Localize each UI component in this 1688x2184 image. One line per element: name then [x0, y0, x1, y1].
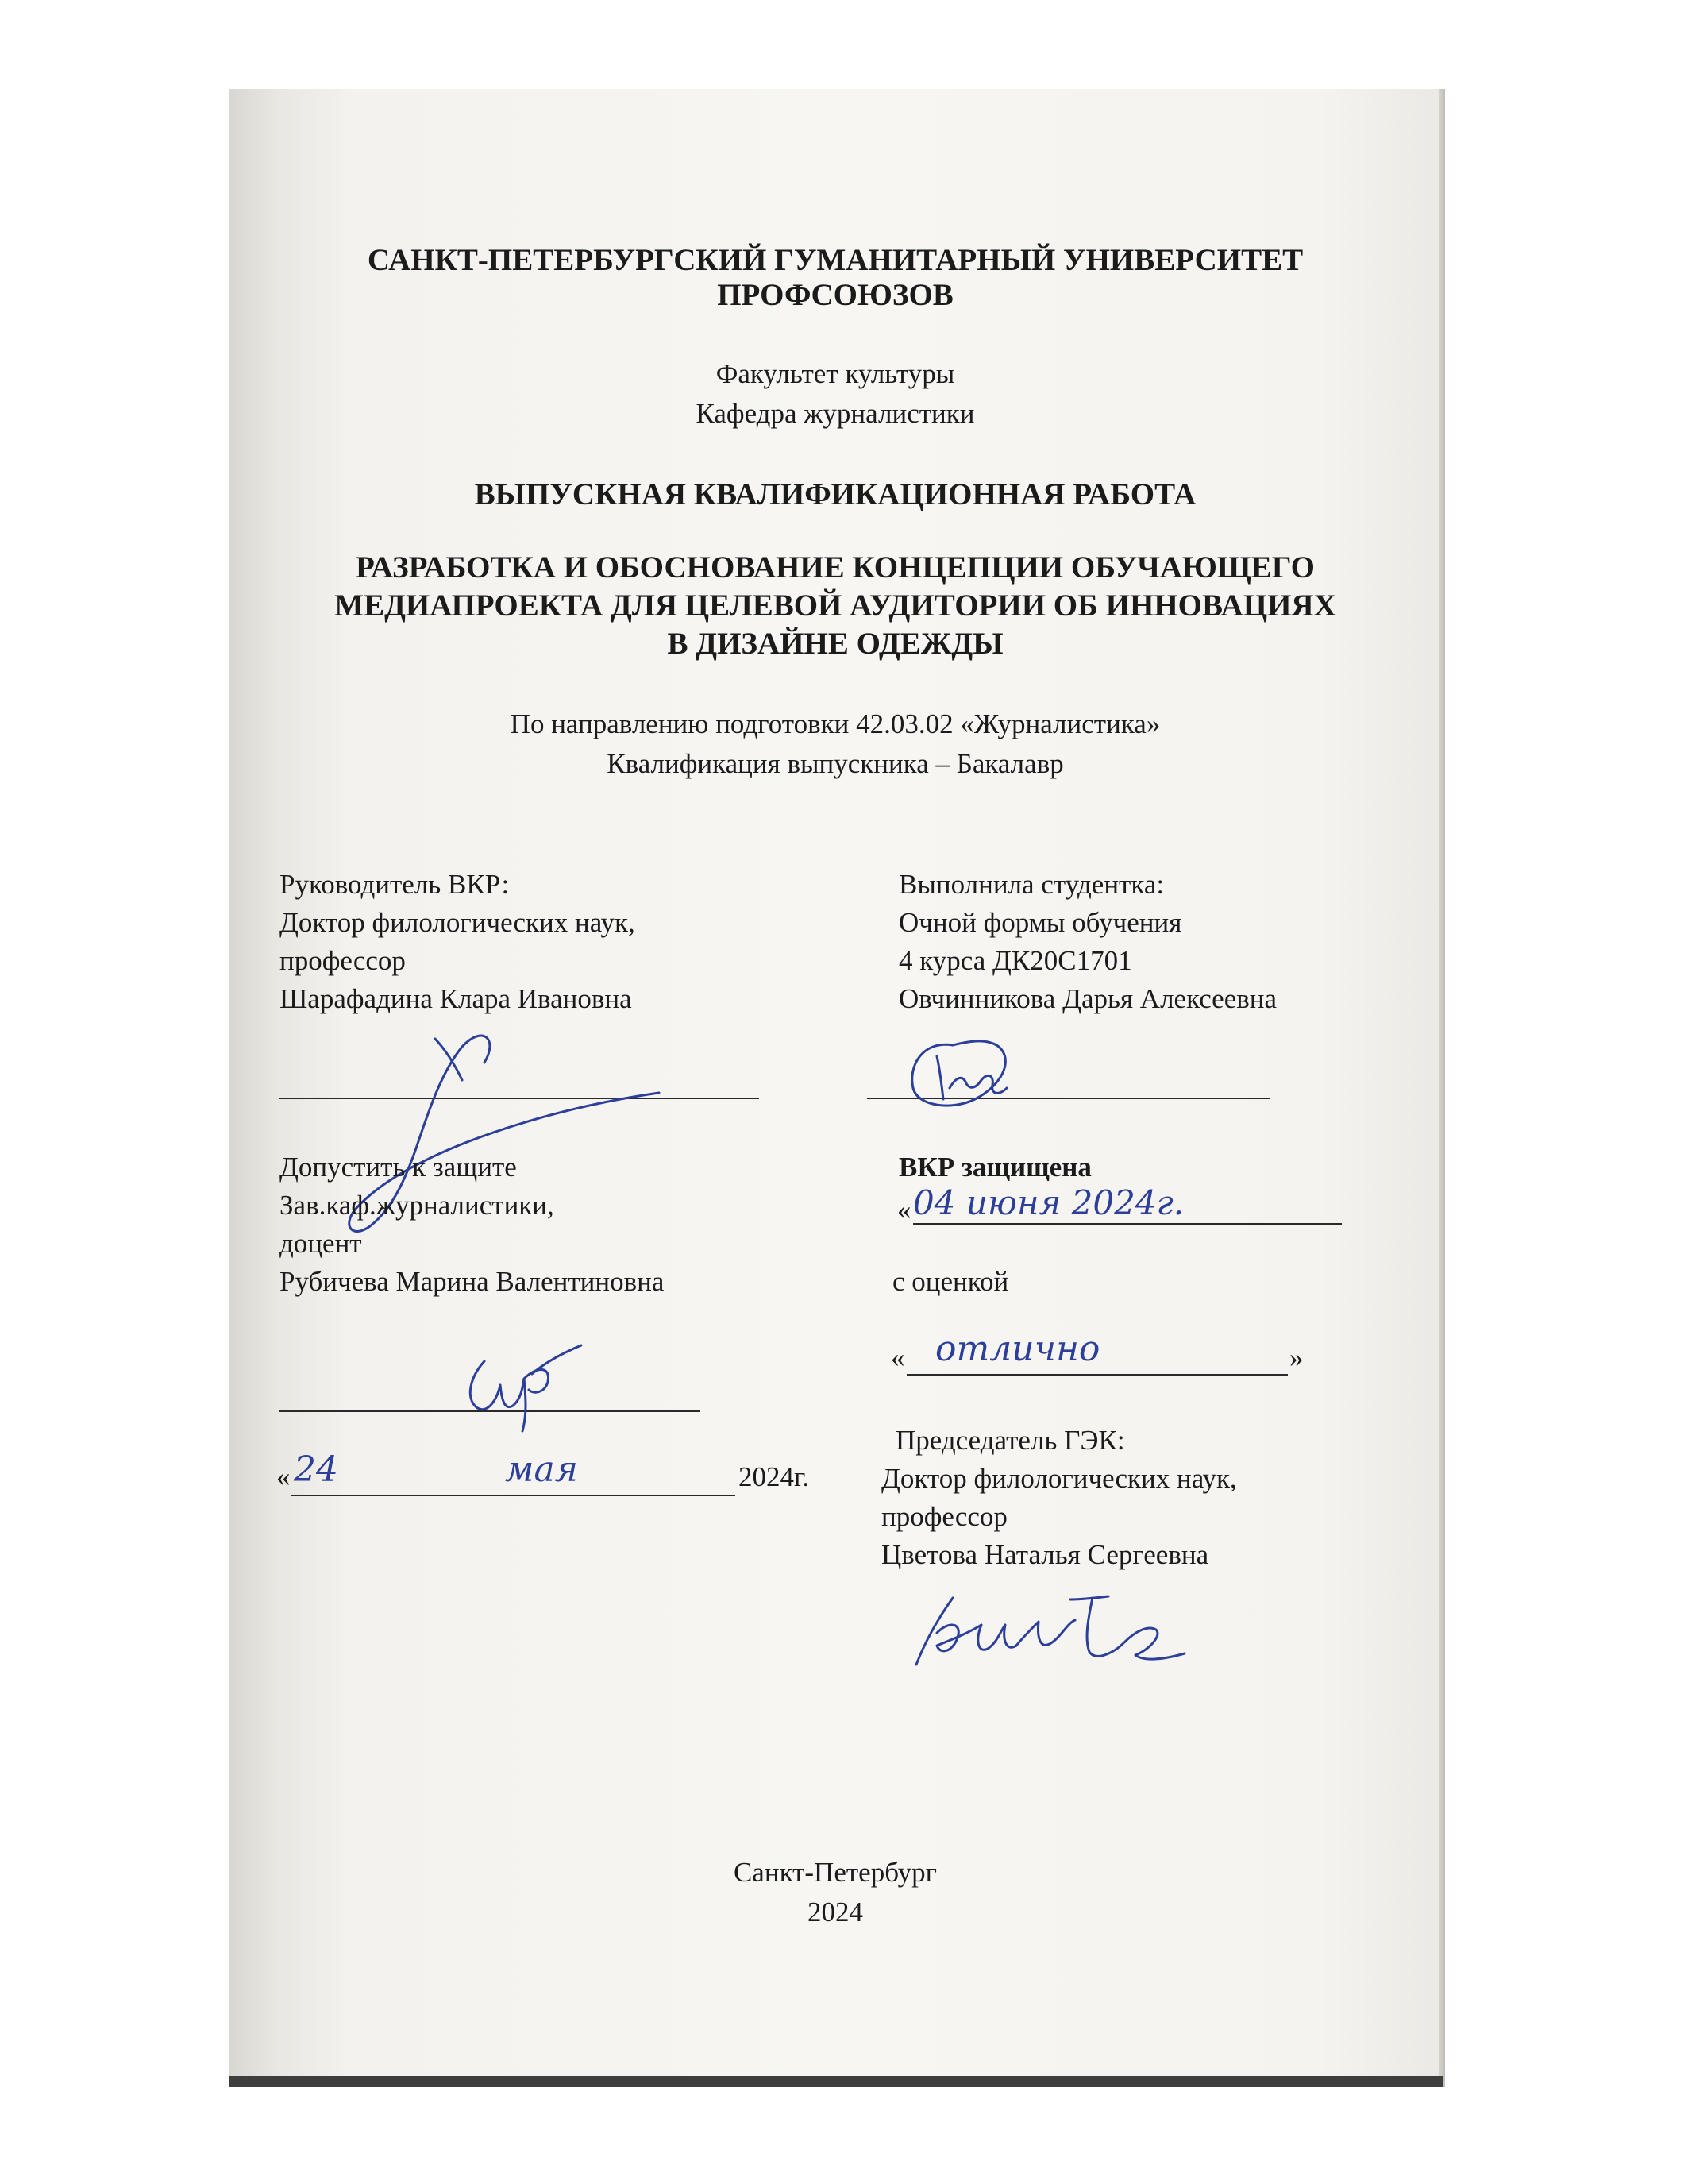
defense-date-open-quote: « [897, 1194, 911, 1225]
work-title-line3: В ДИЗАЙНЕ ОДЕЖДЫ [667, 627, 1004, 661]
admission-label: Допустить к защите [279, 1152, 517, 1183]
defense-label: ВКР защищена [899, 1152, 1092, 1183]
chairman-name: Цветова Наталья Сергеевна [881, 1539, 1209, 1570]
admission-date-day: 24 [294, 1449, 338, 1490]
admission-date-line [291, 1495, 735, 1496]
admission-signature [445, 1342, 588, 1437]
admission-date-year: 2024г. [738, 1461, 810, 1492]
supervisor-degree: Доктор филологических наук, [279, 907, 635, 938]
study-direction: По направлению подготовки 42.03.02 «Журналистика» [510, 708, 1161, 739]
student-signature [905, 1032, 1032, 1112]
work-type: ВЫПУСКНАЯ КВАЛИФИКАЦИОННАЯ РАБОТА [474, 477, 1197, 511]
department-name: Кафедра журналистики [696, 398, 975, 429]
work-title-line1: РАЗРАБОТКА И ОБОСНОВАНИЕ КОНЦЕПЦИИ ОБУЧАЮЩЕГО [356, 550, 1315, 585]
admission-rank: доцент [279, 1228, 362, 1259]
faculty-name: Факультет культуры [715, 358, 955, 389]
student-name: Овчинникова Дарья Алексеевна [899, 983, 1278, 1014]
defense-date-handwritten: 04 июня 2024г. [913, 1183, 1185, 1222]
admission-head-name: Рубичева Марина Валентиновна [279, 1266, 665, 1297]
chairman-degree: Доктор филологических наук, [881, 1463, 1237, 1494]
supervisor-rank: профессор [279, 945, 406, 976]
defense-grade-close-quote: » [1289, 1342, 1304, 1373]
chairman-label: Председатель ГЭК: [896, 1425, 1125, 1456]
graduate-qualification: Квалификация выпускника – Бакалавр [607, 748, 1064, 779]
year: 2024 [807, 1897, 863, 1927]
supervisor-label: Руководитель ВКР: [279, 869, 510, 900]
student-study-form: Очной формы обучения [899, 907, 1182, 938]
city: Санкт-Петербург [733, 1857, 938, 1888]
admission-date-open-quote: « [276, 1461, 291, 1492]
university-name-line2: ПРОФСОЮЗОВ [717, 278, 954, 312]
defense-grade-open-quote: « [891, 1342, 905, 1373]
paper-bottom-edge [229, 2076, 1443, 2087]
defense-grade-line [907, 1374, 1288, 1376]
chairman-signature [905, 1588, 1199, 1676]
supervisor-name: Шарафадина Клара Ивановна [279, 983, 632, 1014]
work-title-line2: МЕДИАПРОЕКТА ДЛЯ ЦЕЛЕВОЙ АУДИТОРИИ ОБ ИННОВАЦИЯХ [334, 588, 1336, 623]
university-name-line1: САНКТ-ПЕТЕРБУРГСКИЙ ГУМАНИТАРНЫЙ УНИВЕРСИТЕТ [367, 243, 1304, 277]
defense-grade-label: с оценкой [892, 1266, 1009, 1297]
defense-date-line [913, 1223, 1342, 1225]
student-label: Выполнила студентка: [899, 869, 1165, 900]
chairman-rank: профессор [881, 1501, 1008, 1532]
student-group: 4 курса ДК20С1701 [899, 945, 1132, 976]
admission-position: Зав.каф.журналистики, [279, 1190, 554, 1221]
admission-date-month: мая [505, 1449, 578, 1490]
defense-grade-handwritten: отлично [935, 1329, 1100, 1369]
